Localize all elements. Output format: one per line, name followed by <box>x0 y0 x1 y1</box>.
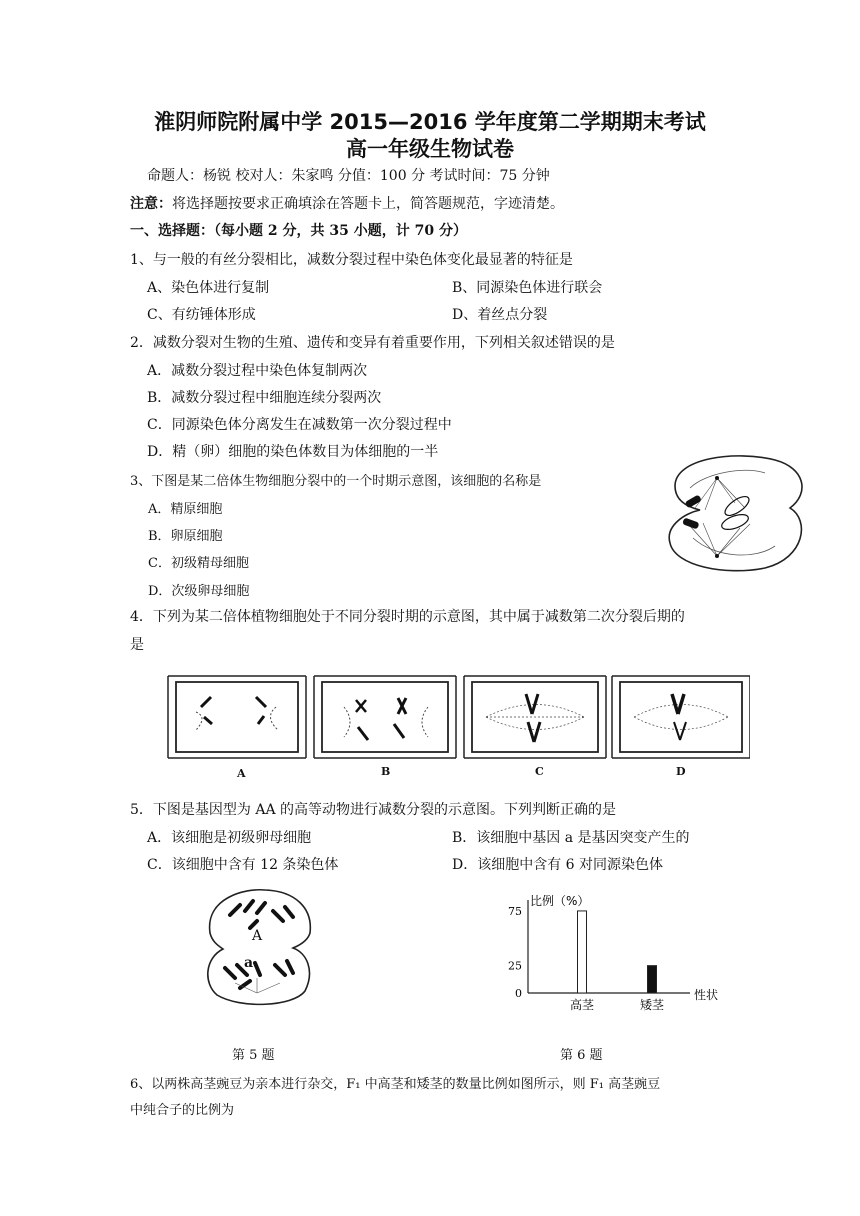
exam-subtitle: 高一年级生物试卷 <box>346 137 514 161</box>
q2-option-d: D．精（卵）细胞的染色体数目为体细胞的一半 <box>147 444 439 460</box>
x-axis-label: 性状 <box>694 988 719 1002</box>
q5-option-b: B．该细胞中基因 a 是基因突变产生的 <box>452 830 690 846</box>
q6-stem-line1: 6、以两株高茎豌豆为亲本进行杂交，F₁ 中高茎和矮茎的数量比例如图所示，则 F₁ 高茎豌豆 <box>130 1077 661 1092</box>
q4-stem-line2: 是 <box>130 637 144 653</box>
section-heading: 一、选择题：（每小题 2 分，共 35 小题，计 70 分） <box>130 223 467 239</box>
q5-cell-figure <box>195 883 325 1011</box>
notice-text: 将选择题按要求正确填涂在答题卡上，简答题规范，字迹清楚。 <box>172 196 564 212</box>
y-tick-label: 25 <box>508 959 522 973</box>
q3-stem: 3、下图是某二倍体生物细胞分裂中的一个时期示意图，该细胞的名称是 <box>130 474 542 489</box>
x-tick-label: 高茎 <box>569 998 595 1012</box>
q5-option-a: A．该细胞是初级卵母细胞 <box>147 830 312 846</box>
q5-caption: 第 5 题 <box>232 1048 275 1063</box>
y-tick-label: 0 <box>515 987 522 1000</box>
q4-label-c: C <box>535 765 544 778</box>
q5-stem: 5．下图是基因型为 AA 的高等动物进行减数分裂的示意图。下列判断正确的是 <box>130 802 617 818</box>
q5-option-d: D．该细胞中含有 6 对同源染色体 <box>452 857 664 873</box>
q2-option-c: C．同源染色体分离发生在减数第一次分裂过程中 <box>147 417 452 433</box>
q1-option-c: C、有纺锤体形成 <box>147 307 256 323</box>
q1-option-d: D、着丝点分裂 <box>452 307 548 323</box>
q4-stem-line1: 4．下列为某二倍体植物细胞处于不同分裂时期的示意图，其中属于减数第二次分裂后期的 <box>130 609 685 625</box>
q2-option-b: B．减数分裂过程中细胞连续分裂两次 <box>147 390 382 406</box>
q3-option-a: A．精原细胞 <box>148 502 223 517</box>
q3-option-d: D．次级卵母细胞 <box>148 584 250 599</box>
exam-title: 淮阴师院附属中学 2015—2016 学年度第二学期期末考试 <box>154 110 706 134</box>
q4-label-b: B <box>381 765 391 778</box>
q6-bar-chart <box>490 890 750 1020</box>
q4-panel-c <box>464 676 606 758</box>
q3-option-c: C．初级精母细胞 <box>148 556 249 571</box>
y-axis-label: 比例（%） <box>530 894 590 908</box>
q5-gene-lower: a <box>244 955 254 971</box>
q1-option-b: B、同源染色体进行联会 <box>452 280 603 296</box>
bar <box>648 966 657 993</box>
q6-caption: 第 6 题 <box>560 1048 603 1063</box>
notice-label: 注意： <box>130 196 172 212</box>
q5-gene-upper: A <box>252 928 263 944</box>
q1-stem: 1、与一般的有丝分裂相比，减数分裂过程中染色体变化最显著的特征是 <box>130 252 573 268</box>
q6-stem-line2: 中纯合子的比例为 <box>130 1103 235 1118</box>
q2-option-a: A．减数分裂过程中染色体复制两次 <box>147 363 368 379</box>
notice <box>130 193 564 213</box>
q4-panel-b <box>314 676 456 758</box>
q4-panel-a <box>168 676 306 758</box>
q4-label-a: A <box>237 767 246 780</box>
x-tick-label: 矮茎 <box>639 998 665 1012</box>
q4-cell-panels <box>166 672 750 780</box>
q2-stem: 2．减数分裂对生物的生殖、遗传和变异有着重要作用，下列相关叙述错误的是 <box>130 335 615 351</box>
q4-panel-d <box>612 676 750 758</box>
q4-label-d: D <box>676 765 686 778</box>
q3-option-b: B．卵原细胞 <box>148 529 223 544</box>
y-tick-label: 75 <box>508 904 522 918</box>
exam-meta: 命题人：杨锐 校对人：朱家鸣 分值：100 分 考试时间：75 分钟 <box>147 168 550 184</box>
q5-option-c: C．该细胞中含有 12 条染色体 <box>147 857 339 873</box>
q3-cell-figure <box>645 448 815 578</box>
q1-option-a: A、染色体进行复制 <box>147 280 270 296</box>
bar <box>578 911 587 993</box>
